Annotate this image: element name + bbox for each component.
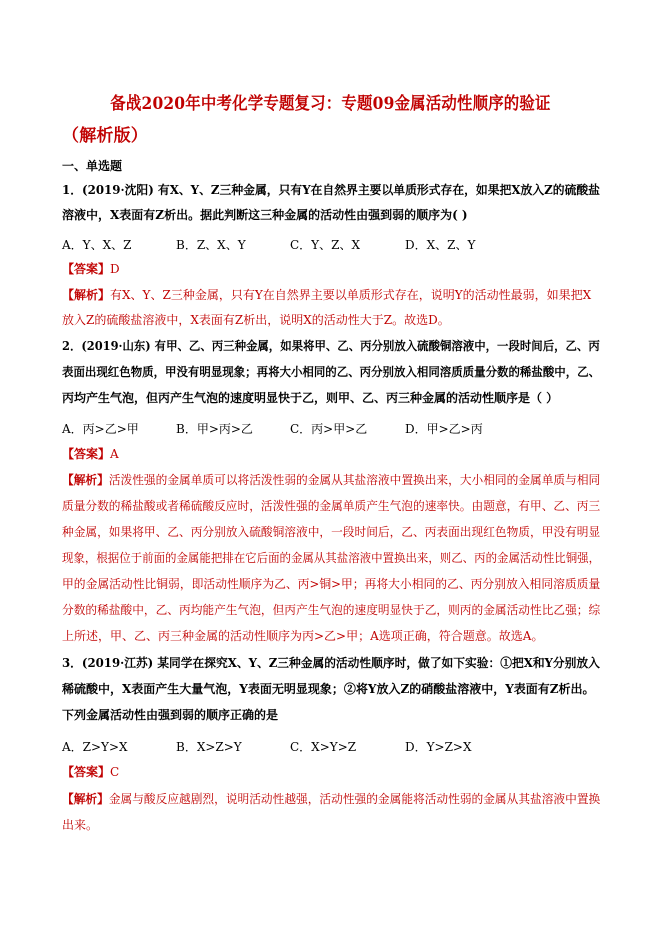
q3-stem-line-3: 下列金属活动性由强到弱的顺序正确的是 — [62, 708, 279, 722]
q1-option-a: A．Y、X、Z — [62, 238, 132, 252]
q1-option-b: B．Z、X、Y — [176, 238, 246, 252]
q3-option-d: D．Y>Z>X — [405, 740, 472, 754]
q2-explanation-line-6: 分数的稀盐酸中，乙、丙均能产生气泡，但丙产生气泡的速度明显快于乙，则丙的金属活动性比乙强；综 — [62, 603, 601, 617]
q1-answer — [62, 261, 120, 277]
q2-option-d: D．甲>乙>丙 — [405, 422, 483, 436]
q3-answer — [62, 764, 119, 780]
answer-tag: 【答案】 — [62, 447, 111, 461]
q2-explanation-line-4: 现象，根据位于前面的金属能把排在它后面的金属从其盐溶液中置换出来，则乙、丙的金属活动性比铜强， — [62, 551, 601, 565]
q1-explanation-line-1 — [62, 287, 591, 303]
q3-option-a: A．Z>Y>X — [62, 740, 128, 754]
q3-option-c: C．X>Y>Z — [290, 740, 357, 754]
q2-answer — [62, 446, 119, 462]
q2-option-b: B．甲>丙>乙 — [176, 422, 253, 436]
explanation-tag: 【解析】 — [62, 473, 109, 487]
q1-stem-line-1: 1．(2019·沈阳) 有X、Y、Z三种金属，只有Y在自然界主要以单质形式存在，如果把X放入Z的硫酸盐 — [62, 183, 601, 197]
section-heading: 一、单选题 — [62, 159, 123, 173]
answer-value: D — [110, 262, 120, 276]
q3-stem-line-2: 稀硫酸中，X表面产生大量气泡，Y表面无明显现象；②将Y放入Z的硝酸盐溶液中，Y表面有Z析出。 — [62, 682, 595, 696]
q1-option-c: C．Y、Z、X — [290, 238, 360, 252]
q2-explanation-line-3: 种金属，如果将甲、乙、丙分别放入硫酸铜溶液中，一段时间后，乙、丙表面出现红色物质，甲没有明显 — [62, 525, 601, 539]
answer-value: A — [110, 447, 119, 461]
q2-stem-line-3: 丙均产生气泡，但丙产生气泡的速度明显快于乙，则甲、乙、丙三种金属的活动性顺序是（ ） — [62, 391, 559, 405]
q1-stem-line-2: 溶液中，X表面有Z析出。据此判断这三种金属的活动性由强到弱的顺序为( ) — [62, 208, 468, 222]
q1-explanation-line-2: 放入Z的硫酸盐溶液中，X表面有Z析出，说明X的活动性大于Z。故选D。 — [62, 313, 450, 327]
q3-explanation-line-2: 出来。 — [62, 818, 99, 832]
q2-stem-line-1: 2．(2019·山东) 有甲、乙、丙三种金属，如果将甲、乙、丙分别放入硫酸铜溶液中，一段时间后，乙、丙 — [62, 339, 600, 353]
answer-tag: 【答案】 — [62, 262, 111, 276]
explanation-tag: 【解析】 — [62, 288, 111, 302]
q3-explanation-line-1 — [62, 791, 600, 807]
explanation-text: 有X、Y、Z三种金属，只有Y在自然界主要以单质形式存在，说明Y的活动性最弱，如果把X — [110, 288, 592, 302]
q2-explanation-line-5: 甲的金属活动性比铜弱，即活动性顺序为乙、丙>铜>甲；再将大小相同的乙、丙分别放入相同溶质质量 — [62, 577, 601, 591]
q2-explanation-line-1 — [62, 472, 600, 488]
q2-option-c: C．丙>甲>乙 — [290, 422, 368, 436]
q1-option-d: D．X、Z、Y — [405, 238, 476, 252]
document-title: 备战2020年中考化学专题复习：专题09金属活动性顺序的验证 — [110, 94, 551, 114]
answer-value: C — [110, 765, 120, 779]
q2-explanation-line-7: 上所述，甲、乙、丙三种金属的活动性顺序为丙>乙>甲；A选项正确，符合题意。故选A。 — [62, 629, 544, 643]
q2-option-a: A．丙>乙>甲 — [62, 422, 139, 436]
explanation-text: 金属与酸反应越剧烈，说明活动性越强，活动性强的金属能将活动性弱的金属从其盐溶液中置换 — [108, 792, 601, 806]
explanation-tag: 【解析】 — [62, 792, 109, 806]
document-subtitle: （解析版） — [62, 126, 148, 146]
explanation-text: 活泼性强的金属单质可以将活泼性弱的金属从其盐溶液中置换出来，大小相同的金属单质与相同 — [108, 473, 601, 487]
q2-stem-line-2: 表面出现红色物质，甲没有明显现象；再将大小相同的乙、丙分别放入相同溶质质量分数的稀盐酸中，乙、 — [62, 365, 601, 379]
q3-stem-line-1: 3．(2019·江苏) 某同学在探究X、Y、Z三种金属的活动性顺序时，做了如下实验：①把X和Y分别放入 — [62, 656, 600, 670]
answer-tag: 【答案】 — [62, 765, 111, 779]
q3-option-b: B．X>Z>Y — [176, 740, 242, 754]
q2-explanation-line-2: 质量分数的稀盐酸或者稀硫酸反应时，活泼性强的金属单质产生气泡的速率快。由题意，有甲、乙、丙三 — [62, 499, 601, 513]
